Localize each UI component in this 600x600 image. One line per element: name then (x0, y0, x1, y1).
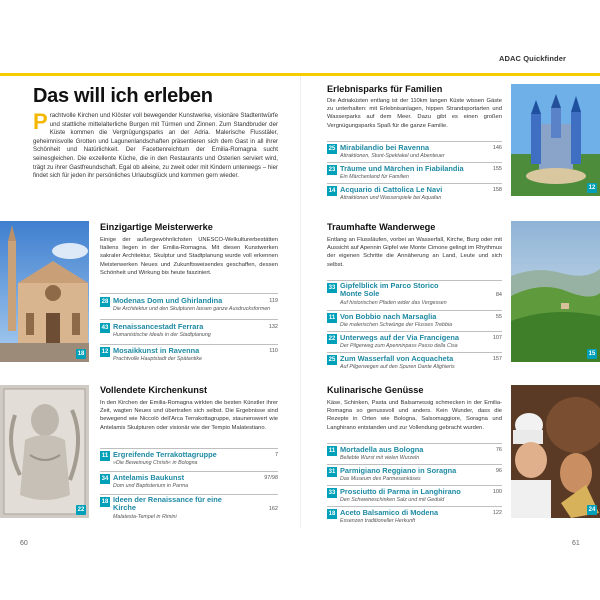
item-page: 107 (492, 335, 502, 341)
item-number-badge: 11 (328, 315, 336, 321)
item-subtitle: Ein Märchenland für Familien (340, 174, 409, 180)
item-page: 132 (268, 324, 278, 330)
intro-paragraph (33, 109, 278, 181)
item-title: Renaissancestadt Ferrara (113, 322, 204, 331)
item-page: 84 (495, 292, 502, 298)
item-page: 97/98 (264, 475, 278, 481)
cathedral-illustration (0, 221, 89, 362)
page-number-left: 60 (20, 540, 28, 547)
item-subtitle: Prachtvolle Hauptstadt der Spätantike (113, 356, 202, 362)
item-page: 96 (495, 468, 502, 474)
item-number-badge: 12 (101, 349, 109, 355)
cheese-illustration (511, 385, 600, 518)
item-number-badge: 43 (101, 325, 109, 331)
photo-castle-park (511, 84, 600, 196)
section-text: Die Adriaküsten entlang ist der 110km langen Küste wissen Gäste zu unterhalten: mit Erlebnisanlagen, hippen Strandsportarten und Wasserparks auf dem Meer. Dazu gibt es einen großen Vergnügungsparks Spaß für die ganze Familie. (327, 98, 502, 129)
item-title: Ergreifende Terrakottagruppe (113, 450, 217, 459)
photo-badge: 22 (77, 507, 85, 513)
item-subtitle: Die Architektur und den Skulpturen lassen ganze Ausdrucksformen (113, 306, 271, 312)
item-title: Gipfelblick im Parco Storico Monte Sole (340, 281, 439, 298)
list-item[interactable] (327, 312, 502, 332)
item-page: 157 (492, 356, 502, 362)
item-subtitle: »Die Beweinung Christi« in Bologna (113, 460, 198, 466)
item-subtitle: Dom und Baptisterium in Parma (113, 483, 189, 489)
list-item[interactable] (100, 473, 278, 493)
divider (327, 464, 502, 465)
section-text: In den Kirchen der Emilia-Romagna wirkten die besten Künstler ihrer Zeit, wagten Neues und übertrafen sich selbst. Die Ergebnisse sind bewegend wie Niccolò dell'Arca Terrakottagruppe, staunenswert wie Antelamis Skulpturen oder visionär wie der Tempio Malatestiano. (100, 400, 278, 431)
item-subtitle: Die malerischen Schwünge der Flusses Trebbia (340, 322, 453, 328)
item-subtitle: Auf Pilgerwegen auf den Spuren Dante Alighieris (340, 364, 455, 370)
brand-header: ADAC Quickfinder (498, 54, 566, 63)
item-number-badge: 11 (328, 448, 336, 454)
item-page: 110 (269, 348, 278, 354)
item-subtitle: Den Schweineschinken Salz und mit Geduld (340, 497, 445, 503)
list-item[interactable] (327, 445, 502, 465)
item-number-badge: 18 (101, 499, 109, 505)
item-title: Mortadella aus Bologna (340, 445, 424, 454)
list-item[interactable] (327, 333, 502, 353)
section-title: Kulinarische Genüsse (327, 385, 424, 395)
divider (327, 141, 502, 142)
list-item[interactable] (327, 282, 502, 310)
item-subtitle: Attraktionen und Wasserspiele bei Aquafan (340, 195, 442, 201)
item-title: Aceto Balsamico di Modena (340, 508, 439, 517)
photo-badge: 15 (588, 351, 596, 357)
item-title: Unterwegs auf der Via Francigena (340, 333, 459, 342)
item-title: Modenas Dom und Ghirlandina (113, 296, 223, 305)
divider (100, 344, 278, 345)
photo-badge: 24 (588, 507, 596, 513)
hills-illustration (511, 221, 600, 362)
list-item[interactable] (327, 508, 502, 528)
divider (100, 319, 278, 320)
photo-modena-cathedral (0, 221, 89, 362)
item-title: Mirabilandio bei Ravenna (340, 143, 430, 152)
castle-illustration (511, 84, 600, 196)
divider (100, 448, 278, 449)
item-number-badge: 25 (328, 146, 336, 152)
item-title: Mosaikkunst in Ravenna (113, 346, 200, 355)
item-subtitle: Humanistische Ideals in der Stadtplanung (113, 332, 211, 338)
photo-badge: 12 (588, 185, 596, 191)
list-item[interactable] (100, 496, 278, 524)
item-title: Träume und Märchen in Fiabilandia (340, 164, 464, 173)
item-page: 122 (492, 510, 502, 516)
item-subtitle: Malatesta-Tempel in Rimini (113, 514, 177, 520)
list-item[interactable] (327, 487, 502, 507)
item-page: 119 (269, 298, 278, 304)
item-page: 158 (492, 187, 502, 193)
divider (327, 485, 502, 486)
divider (327, 331, 502, 332)
divider (327, 162, 502, 163)
section-title: Einzigartige Meisterwerke (100, 222, 213, 232)
item-number-badge: 28 (101, 299, 109, 305)
item-number-badge: 33 (328, 285, 336, 291)
list-item[interactable] (100, 450, 278, 470)
item-title: Von Bobbio nach Marsaglia (340, 312, 437, 321)
divider (327, 506, 502, 507)
item-subtitle: Der Pilgerweg zum Apenninpass Passo della Cisa (340, 343, 458, 349)
item-number-badge: 22 (328, 336, 336, 342)
photo-cheese-tasting (511, 385, 600, 518)
item-title: Antelamis Baukunst (113, 473, 185, 482)
list-item[interactable] (327, 466, 502, 486)
divider (327, 183, 502, 184)
item-number-badge: 18 (328, 511, 336, 517)
item-title: Prosciutto di Parma in Langhirano (340, 487, 461, 496)
list-item[interactable] (100, 346, 278, 366)
photo-badge: 18 (77, 351, 85, 357)
item-title: Zum Wasserfall von Acquacheta (340, 354, 454, 363)
list-item[interactable] (327, 185, 502, 205)
section-title: Traumhafte Wanderwege (327, 222, 436, 232)
item-number-badge: 33 (328, 490, 336, 496)
divider (100, 293, 278, 294)
item-page: 55 (495, 314, 502, 320)
item-number-badge: 23 (328, 167, 336, 173)
item-subtitle: Das Museum des Parmesankäses (340, 476, 421, 482)
item-number-badge: 11 (101, 453, 109, 459)
list-item[interactable] (100, 296, 278, 316)
photo-hills-landscape (511, 221, 600, 362)
list-item[interactable] (327, 164, 502, 184)
item-subtitle: Essenzen traditioneller Herkunft (340, 518, 416, 524)
item-number-badge: 34 (101, 476, 109, 482)
list-item[interactable] (100, 322, 278, 342)
item-page: 155 (492, 166, 502, 172)
page-number-right: 61 (572, 540, 580, 547)
section-text: Einige der außergewöhnlichsten UNESCO-Welkulturerbestätten Italiens liegen in der Emilia-Romagna. Mit diesen Kunstwerken sakraler Architektur, Skulptur und Stadtplanung wurde voll erkennen Meisterwerken Neues und Zukunftsweisendes geschaffen, dessen Schönheit und Wirkung bis heute fasziniert. (100, 237, 278, 276)
intro-text: rachtvolle Kirchen und Klöster voll bewegender Kunstwerke, visionäre Stadtentwürfe und stattliche mittelalterliche Burgen mit Türmen und Zinnen. Zum Standbruder der Küste kommen die Vergnügungsparks an der Adria. Malerische Flusstäler, geheimnisvolle Grotten und Lagunenlandschaften präsentieren sich dem Gast in all ihrer Schönheit und Natürlichkeit. Der Facettenreichtum der Emilia-Romagna sucht seinesgleichen. Die exzellente Küche, die in den Restaurants und Osterien serviert wird, trägt zu ihrer Gastfreundschaft. Egal ob alleine, zu zweit oder mit Kindern unterwegs – hier findet sich für jeden ihr persönliches Urlaubsglück und kommen gern wieder. (33, 112, 278, 180)
relief-illustration (0, 385, 89, 518)
divider (327, 443, 502, 444)
item-subtitle: Beliebte Wurst mit vielen Wurzeln (340, 455, 420, 461)
section-title: Vollendete Kirchenkunst (100, 385, 208, 395)
item-page: 162 (268, 506, 278, 512)
section-title: Erlebnisparks für Familien (327, 84, 443, 94)
drop-cap: P (33, 109, 48, 134)
divider (327, 310, 502, 311)
divider (100, 471, 278, 472)
item-page: 146 (492, 145, 502, 151)
item-page: 100 (492, 489, 502, 495)
photo-relief-sculpture (0, 385, 89, 518)
item-number-badge: 14 (328, 188, 336, 194)
section-text: Käse, Schinken, Pasta und Balsamessig schmecken in der Emilia-Romagna so genussvoll und anders. Kein Wunder, dass die Rezepte in Orten wie Bologna, Salsomaggiore, Soragna und Langhirano entstanden und zur Vollendung gebracht wurden. (327, 400, 502, 431)
item-subtitle: Attraktionen, Stunt-Spektakel und Abenteuer (340, 153, 445, 159)
page-gutter (300, 76, 301, 528)
item-number-badge: 31 (328, 469, 336, 475)
section-text: Entlang an Flussläufen, vorbei an Wasserfall, Kirche, Burg oder mit Aussicht auf Apennin Gipfel wie Monte Cimone gelingt im Rhythmus der eigenen Schritte die Annäherung an Land, Leute und sich selbst. (327, 237, 502, 268)
item-page: 7 (274, 452, 278, 458)
item-subtitle: Auf historischen Pfaden wider das Vergessen (340, 300, 447, 306)
item-title: Parmigiano Reggiano in Soragna (340, 466, 457, 475)
item-number-badge: 25 (328, 357, 336, 363)
item-title: Ideen der Renaissance für eine Kirche (113, 495, 222, 512)
list-item[interactable] (327, 143, 502, 163)
item-page: 76 (495, 447, 502, 453)
divider (327, 352, 502, 353)
list-item[interactable] (327, 354, 502, 374)
page-title: Das will ich erleben (33, 85, 213, 107)
item-title: Acquario di Cattolica Le Navi (340, 185, 443, 194)
